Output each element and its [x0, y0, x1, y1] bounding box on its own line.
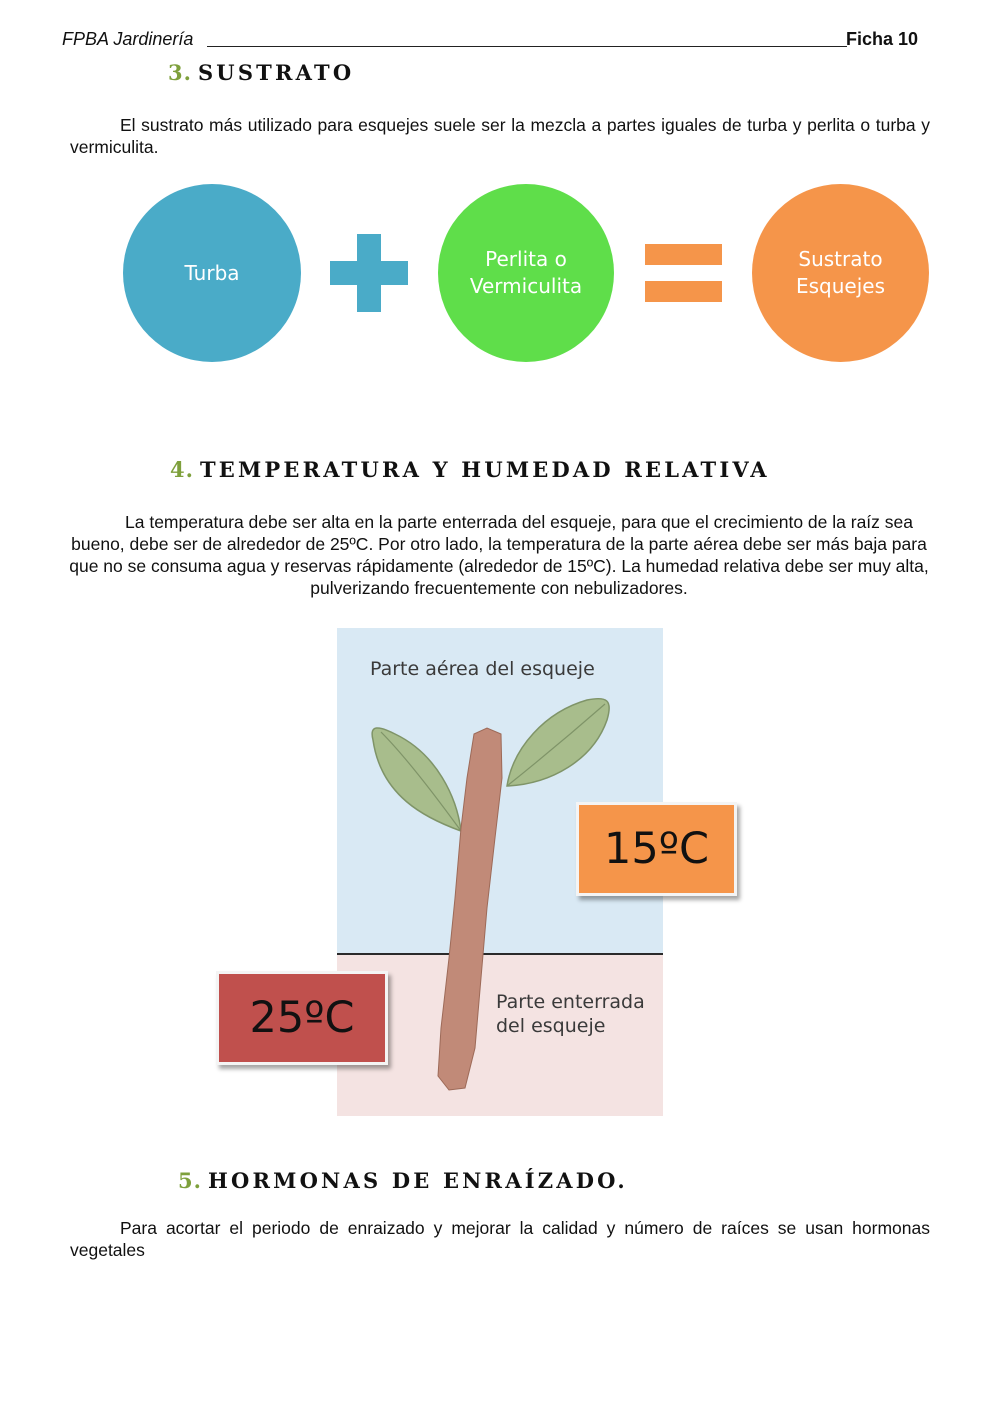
- header-right-text: Ficha 10: [846, 29, 919, 49]
- left-leaf: [372, 728, 461, 831]
- sustrato-label-line1: Sustrato: [798, 247, 883, 271]
- section-3-number: 3.: [168, 60, 192, 85]
- perlita-label-line1: Perlita o: [485, 247, 567, 271]
- sustrato-label-line2: Esquejes: [795, 274, 885, 298]
- section-4-heading: [170, 457, 770, 482]
- header-left-text: FPBA Jardinería: [62, 29, 194, 49]
- section-4-paragraph: La temperatura debe ser alta en la parte enterrada del esqueje, para que el crecimiento de la raíz sea bueno, debe ser de alrededor de 25ºC. Por otro lado, la temperatura de la parte aérea debe ser más baja para que no se consuma agua y reservas rápidamente (alrededor de 15ºC). La humedad relativa debe ser muy alta, pulverizando frecuentemente con nebulizadores.: [69, 512, 929, 598]
- section-3-heading: [168, 60, 354, 85]
- section-5-heading: [178, 1168, 628, 1193]
- section-3-title: SUSTRATO: [197, 60, 355, 85]
- buried-temp-badge: [216, 971, 388, 1065]
- buried-part-label: Parte enterrada del esqueje: [496, 991, 645, 1037]
- header-underline: [207, 46, 847, 47]
- aerial-part-label: Parte aérea del esqueje: [370, 658, 595, 680]
- turba-label: Turba: [184, 260, 240, 285]
- section-5-paragraph: Para acortar el periodo de enraizado y mejorar la calidad y número de raíces se usan hormonas vegetales: [70, 1218, 930, 1260]
- buried-temp-value: 25ºC: [249, 993, 355, 1043]
- sustrato-circle: [752, 184, 929, 362]
- stem: [438, 728, 502, 1090]
- section-3-paragraph: El sustrato más utilizado para esquejes suele ser la mezcla a partes iguales de turba y perlita o turba y vermiculita.: [70, 115, 930, 157]
- section-4-title: TEMPERATURA Y HUMEDAD RELATIVA: [199, 457, 770, 482]
- turba-circle: [123, 184, 301, 362]
- perlita-label-line2: Vermiculita: [469, 274, 583, 298]
- equals-icon: [645, 244, 722, 304]
- aerial-temp-badge: [576, 802, 737, 896]
- section-5-title: HORMONAS DE ENRAÍZADO.: [207, 1168, 628, 1193]
- perlita-circle: [438, 184, 614, 362]
- plus-icon: [330, 234, 408, 312]
- aerial-temp-value: 15ºC: [603, 824, 709, 874]
- section-5-number: 5.: [178, 1168, 202, 1193]
- section-4-number: 4.: [170, 457, 194, 482]
